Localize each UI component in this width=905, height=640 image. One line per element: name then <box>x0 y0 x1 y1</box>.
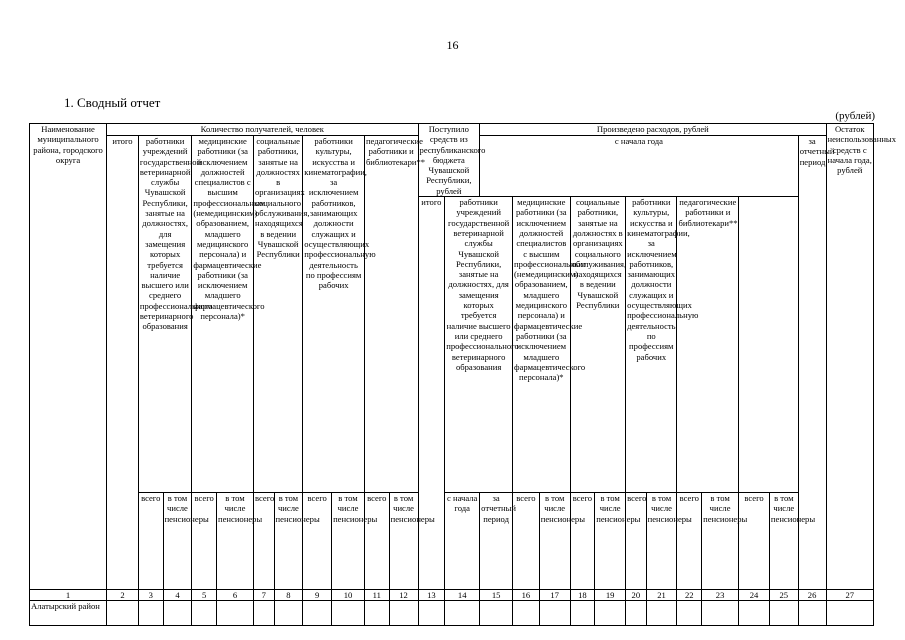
header-exp-vet-pens: в том числе пенсионеры <box>539 493 570 590</box>
header-reporting-period: за отчетный период <box>798 136 826 590</box>
header-expenses-vet: работники учреждений государственной ветеринарной службы Чувашской Республики, занятые на должностях, для замещения которых требуется наличие высшего или среднего профессионального ветеринарного образования <box>445 197 513 493</box>
column-numbers-row <box>30 590 874 601</box>
header-exp-ped-all: всего <box>739 493 770 590</box>
header-expenses-culture: работники культуры, искусства и кинематографии, за исключением работников, занимающих должности служащих и осуществляющих профессиональную деятельность по профессиям рабочих <box>626 197 677 493</box>
column-number: 27 <box>826 590 873 601</box>
header-exp-social-pens: в том числе пенсионеры <box>646 493 677 590</box>
row-name: Алатырский район <box>30 601 107 626</box>
header-vet-all: всего <box>138 493 163 590</box>
column-number: 10 <box>332 590 365 601</box>
header-received-reporting: за отчетный период <box>480 493 513 590</box>
section-title: 1. Сводный отчет <box>64 95 161 110</box>
units-label: (рублей) <box>835 110 875 122</box>
header-exp-ped-pens: в том числе пенсионеры <box>769 493 798 590</box>
header-balance: Остаток неиспользованных средств с начала года, рублей <box>826 124 873 590</box>
header-culture-pens: в том числе пенсионеры <box>332 493 365 590</box>
column-number: 3 <box>138 590 163 601</box>
header-exp-vet-all: всего <box>513 493 540 590</box>
header-recipients-social: социальные работники, занятые на должностях в организациях социального обслуживания, находящихся в ведении Чувашской Республики <box>253 136 302 493</box>
header-recipients-vet: работники учреждений государственной ветеринарной службы Чувашской Республики, занятые на должностях, для замещения которых требуется наличие высшего или среднего профессионального ветеринарного образования <box>138 136 191 493</box>
header-social-all: всего <box>253 493 274 590</box>
header-recipients-med: медицинские работники (за исключением должностей специалистов с высшим профессиональным (немедицинским) образованием, младшего медицинского персонала) и фармацевтические работники (за исключением младшего фармацевтического персонала)* <box>192 136 254 493</box>
column-number: 15 <box>480 590 513 601</box>
header-expenses-group: Произведено расходов, рублей <box>480 124 826 136</box>
header-recipients-total: итого <box>107 136 139 590</box>
column-number: 8 <box>274 590 303 601</box>
column-number: 25 <box>769 590 798 601</box>
column-number: 9 <box>303 590 332 601</box>
header-social-pens: в том числе пенсионеры <box>274 493 303 590</box>
header-exp-culture-all: всего <box>677 493 702 590</box>
column-number: 21 <box>646 590 677 601</box>
header-expenses-ped: педагогические работники и библиотекари** <box>677 197 739 493</box>
header-expenses-med: медицинские работники (за исключением должностей специалистов с высшим профессиональным (немедицинским) образованием, младшего медицинского персонала) и фармацевтические работники (за исключением младшего фармацевтического персонала)* <box>513 197 571 493</box>
table-row <box>30 601 874 626</box>
column-number: 6 <box>217 590 254 601</box>
column-number: 26 <box>798 590 826 601</box>
column-number: 17 <box>539 590 570 601</box>
column-number: 7 <box>253 590 274 601</box>
column-number: 18 <box>570 590 595 601</box>
header-recipients-group: Количество получателей, человек <box>107 124 418 136</box>
column-number: 16 <box>513 590 540 601</box>
column-number: 24 <box>739 590 770 601</box>
header-ped-pens: в том числе пенсионеры <box>389 493 418 590</box>
column-number: 12 <box>389 590 418 601</box>
header-since-start: с начала года <box>480 136 799 197</box>
header-received-since-start: с начала года <box>445 493 480 590</box>
header-expenses-total: итого <box>418 197 445 590</box>
header-recipients-culture: работники культуры, искусства и кинематографии, за исключением работников, занимающих должности служащих и осуществляющих профессиональную деятельность по профессиям рабочих <box>303 136 365 493</box>
header-recipients-ped: педагогические работники и библиотекари** <box>364 136 418 493</box>
header-exp-med-pens: в том числе пенсионеры <box>595 493 626 590</box>
column-number: 2 <box>107 590 139 601</box>
header-vet-pens: в том числе пенсионеры <box>163 493 192 590</box>
column-number: 23 <box>702 590 739 601</box>
column-number: 22 <box>677 590 702 601</box>
column-number: 13 <box>418 590 445 601</box>
summary-report-table <box>29 123 897 626</box>
header-med-pens: в том числе пенсионеры <box>217 493 254 590</box>
column-number: 1 <box>30 590 107 601</box>
header-name: Наименование муниципального района, городского округа <box>30 124 107 590</box>
column-number: 14 <box>445 590 480 601</box>
header-expenses-social: социальные работники, занятые на должностях в организациях социального обслуживания, находящихся в ведении Чувашской Республики <box>570 197 625 493</box>
header-exp-culture-pens: в том числе пенсионеры <box>702 493 739 590</box>
header-exp-social-all: всего <box>626 493 647 590</box>
column-number: 4 <box>163 590 192 601</box>
page-number: 16 <box>446 38 459 52</box>
header-received-group: Поступило средств из республиканского бюджета Чувашской Республики, рублей <box>419 124 486 196</box>
header-exp-med-all: всего <box>570 493 595 590</box>
header-ped-all: всего <box>364 493 389 590</box>
header-med-all: всего <box>192 493 217 590</box>
column-number: 20 <box>626 590 647 601</box>
column-number: 19 <box>595 590 626 601</box>
header-culture-all: всего <box>303 493 332 590</box>
column-number: 11 <box>364 590 389 601</box>
column-number: 5 <box>192 590 217 601</box>
